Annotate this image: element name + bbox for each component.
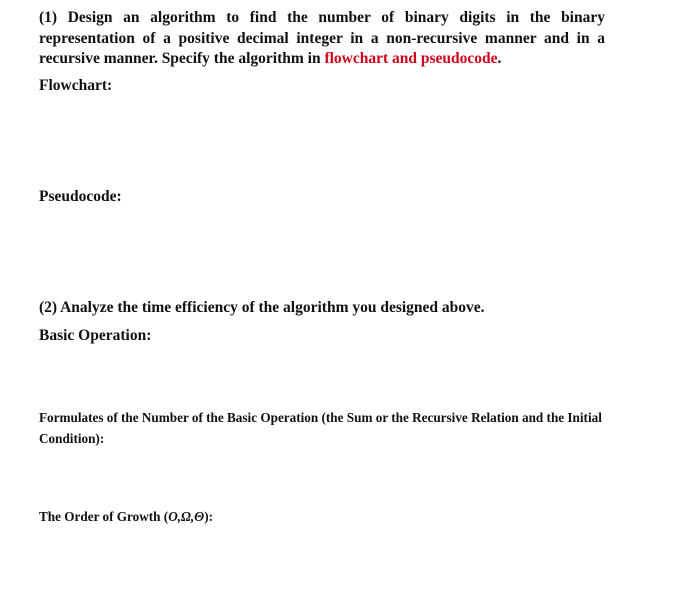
basic-operation-label: Basic Operation:: [39, 327, 152, 344]
question-1-body: (1) Design an algorithm to find the number of binary digits in the binary representation of a positive decimal integer in a non-recursive manner and in a recursive manner. Specify the algorithm in: [39, 9, 605, 67]
question-1-highlight: flowchart and pseudocode: [324, 50, 498, 67]
flowchart-label: Flowchart:: [39, 77, 113, 94]
question-1-text: [39, 8, 605, 70]
order-of-growth-label: [39, 509, 213, 525]
question-1-period: .: [497, 50, 502, 67]
order-of-growth-suffix: ):: [204, 509, 214, 524]
order-of-growth-prefix: The Order of Growth (: [39, 509, 169, 524]
order-of-growth-symbols: O,Ω,Θ: [168, 509, 205, 524]
formulas-label: Formulates of the Number of the Basic Operation (the Sum or the Recursive Relation and the Initial Condition):: [39, 410, 602, 446]
pseudocode-label: Pseudocode:: [39, 188, 122, 205]
question-2-text: (2) Analyze the time efficiency of the algorithm you designed above.: [39, 299, 485, 316]
